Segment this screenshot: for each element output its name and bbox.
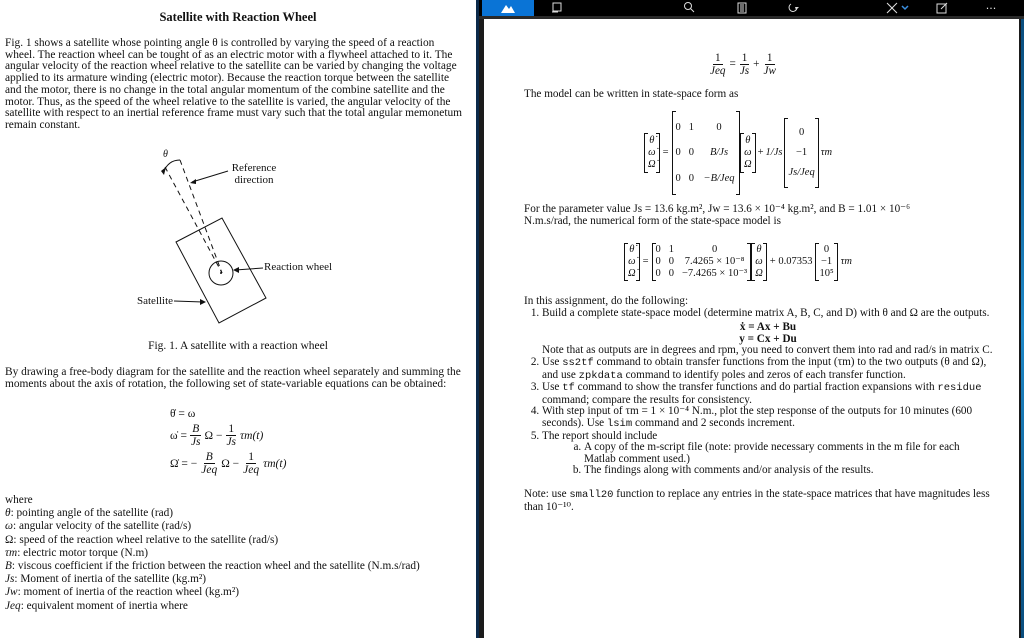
- document-title: Satellite with Reaction Wheel: [159, 10, 317, 24]
- equation-Omega: [170, 450, 286, 478]
- right-document-page: [484, 19, 1019, 638]
- report-item-a: a. A copy of the m-script file (note: provide necessary comments in the m file for each Matlab comment used.): [584, 442, 994, 465]
- definition-item: θ: pointing angle of the satellite (rad): [5, 507, 174, 520]
- intro-paragraph: Fig. 1 shows a satellite whose pointing angle θ is controlled by varying the speed of a reaction wheel. The reaction wheel can be tought of as an electric motor with a flywheel attached to it. The angular velocity of the reaction wheel relative to the satellite can be varied by changing the voltage applied to its armature winding (electric motor). Because the reaction torque between the satellite and the motor, there is no change in the total angular momentum of the combine satellite and the motor. Thus, as the speed of the wheel relative to the satellite is varied, the angular velocity of the satellite with respect to an inertial reference frame must vary such that the total angular memonetum remain constant.: [5, 37, 463, 131]
- task1-note: Note that as outputs are in degrees and rpm, you need to convert them into rad and rad/s in matrix C.: [542, 344, 993, 357]
- state-vector: θ ω Ω: [740, 133, 756, 173]
- report-item-b: b. The findings along with comments and/or analysis of the results.: [584, 465, 994, 477]
- equation-omega: [170, 422, 286, 450]
- equation-term: Ω −: [221, 458, 240, 470]
- where-label: where: [5, 494, 33, 506]
- delete-button[interactable]: [732, 0, 752, 16]
- zoom-button[interactable]: [679, 0, 699, 16]
- equation-lhs: Ω̇ = −: [170, 458, 198, 470]
- output-equations: ẋ = Ax + Bu y = Cx + Du: [739, 321, 797, 345]
- fraction: $\frac{B}{\text{Jeq}}$: [201, 451, 218, 476]
- tau-symbol: τm: [820, 147, 833, 159]
- edit-button[interactable]: [884, 0, 912, 16]
- image-tab-button[interactable]: [482, 0, 534, 16]
- reference-label-line1: Reference: [231, 162, 277, 174]
- task-list: [524, 308, 994, 477]
- rotate-arrow-button[interactable]: [784, 0, 804, 16]
- zoom-icon: [683, 2, 695, 14]
- definition-item: Js: Moment of inertia of the satellite (kg.m²): [5, 573, 207, 586]
- theta-label: θ: [163, 149, 168, 160]
- numeric-A-matrix: 0 1 0 0 0 7.4265 × 10⁻⁸ 0 0 −7.4265 × 10⁻³: [652, 243, 752, 281]
- numeric-B-vector: 0 −1 10⁵: [815, 243, 837, 281]
- symbolic-A-matrix: 0 1 0 0 0 B/Js 0 0 −B/Jeq: [672, 111, 741, 195]
- rotate-button[interactable]: [547, 0, 567, 16]
- reference-label-line2: direction: [234, 174, 274, 186]
- equation-lhs: ω̇ =: [170, 430, 187, 442]
- task-item-4: 4. With step input of τm = 1 × 10⁻⁴ N.m., plot the step response of the outputs for 10 minutes (600 seconds). Use lsim command and 2 seconds increment.: [542, 406, 994, 430]
- numeric-B-factor: + 0.07353: [769, 256, 813, 268]
- edit-icon: [886, 2, 910, 14]
- image-icon: [501, 3, 515, 13]
- equation-term: τm(t): [263, 458, 287, 470]
- fraction: $\frac{1}{Js}$: [226, 423, 237, 448]
- viewer-toolbar: [479, 0, 1024, 16]
- small20-note: Note: use small20 function to replace any entries in the state-space matrices that have magnitudes less than 10⁻¹⁰.: [524, 487, 990, 513]
- rotate-arrow-icon: [788, 2, 800, 14]
- satellite-label: Satellite: [137, 295, 174, 307]
- task-item-3: 3. Use tf command to show the transfer functions and do partial fraction expansions with residue command; compare the results for consistency.: [542, 382, 994, 406]
- image-viewer-window: [476, 0, 1024, 638]
- model-text: The model can be written in state-space form as: [524, 88, 739, 100]
- satellite-figure: [100, 145, 350, 335]
- symbolic-state-space: θ̇ ω̇ Ω̇ = 0 1 0 0 0 B/Js 0 0 −B/Jeq θ ω Ω + 1/Js 0 −1 Js/Jeq τm: [644, 111, 832, 195]
- equation-term: τm(t): [240, 430, 264, 442]
- state-derivative-vector: θ̇ ω̇ Ω̇: [644, 133, 660, 173]
- share-button[interactable]: [932, 0, 952, 16]
- definition-item: Jw: moment of inertia of the reaction wheel (kg.m²): [5, 586, 239, 599]
- delete-icon: [737, 2, 747, 14]
- reference-label: [229, 162, 279, 186]
- definition-item: Ω: speed of the reaction wheel relative to the satellite (rad/s): [5, 533, 279, 546]
- reaction-wheel-label: Reaction wheel: [264, 261, 333, 273]
- report-subitems: [542, 442, 994, 477]
- fraction: $\frac{B}{Js}$: [190, 423, 201, 448]
- task-item-5: 5. The report should include a. A copy of the m-script file (note: provide necessary comments in the m file for each Matlab comment used.) b. The findings along with comments and/or analysis of the results.: [542, 431, 994, 477]
- B-factor: 1/Js: [765, 147, 783, 159]
- left-document-page: [0, 0, 476, 638]
- state-derivative-vector: θ̇ ω̇ Ω̇: [624, 243, 640, 281]
- symbolic-B-vector: 0 −1 Js/Jeq: [784, 118, 818, 188]
- assignment-intro: In this assignment, do the following:: [524, 295, 689, 307]
- definition-item: B: viscous coefficient if the friction between the reaction wheel and the satellite (N.m.s/rad): [5, 560, 420, 573]
- equation-term: Ω −: [204, 430, 223, 442]
- rotate-icon: [551, 2, 563, 14]
- assignment-section: [524, 296, 994, 513]
- share-icon: [936, 2, 948, 14]
- state-vector: θ ω Ω: [751, 243, 767, 281]
- definition-item: Jeq: equivalent moment of inertia where: [5, 599, 188, 612]
- state-variable-equations: [170, 406, 286, 478]
- definition-item: ω: angular velocity of the satellite (rad/s): [5, 520, 192, 533]
- definition-item: τm: electric motor torque (N.m): [5, 546, 149, 559]
- fraction: $\frac{1}{\text{Jeq}}$: [243, 451, 260, 476]
- equation-theta: θ̇ = ω: [170, 408, 196, 420]
- fbd-paragraph: By drawing a free-body diagram for the satellite and the reaction wheel separately and summing the moments about the axis of rotation, the following set of state-variable equations can be obtained:: [5, 366, 461, 390]
- parameter-text: For the parameter value Js = 13.6 kg.m², Jw = 13.6 × 10⁻⁴ kg.m², and B = 1.01 × 10⁻⁶ N.m.s/rad, the numerical form of the state-space model is: [524, 203, 910, 227]
- figure-caption: Fig. 1. A satellite with a reaction wheel: [148, 340, 328, 352]
- jeq-equation: $\frac{1}{\text{Jeq}}$ = $\frac{1}{Js}$ + $\frac{1}{Jw}$: [710, 52, 776, 77]
- more-icon: ···: [985, 1, 997, 15]
- task-item-2: 2. Use ss2tf command to obtain transfer functions from the input (τm) to the two outputs (θ and Ω), and use zpkdata command to identify poles and zeros of each transfer function.: [542, 357, 994, 382]
- task-item-1: 1. Build a complete state-space model (determine matrix A, B, C, and D) with θ and Ω are the outputs. ẋ = Ax + Bu y = Cx + Du Note that as outputs are in degrees and rpm, you need to convert them into rad and rad/s in matrix C.: [542, 308, 994, 357]
- numeric-state-space: θ̇ ω̇ Ω̇ = 0 1 0 0 0 7.4265 × 10⁻⁸ 0 0 −7.4265 × 10⁻³ θ ω Ω + 0.07353 0 −1 10⁵ τm: [624, 243, 852, 281]
- tau-symbol: τm: [840, 256, 852, 268]
- more-button[interactable]: [979, 0, 1003, 16]
- variable-definitions: [5, 494, 420, 613]
